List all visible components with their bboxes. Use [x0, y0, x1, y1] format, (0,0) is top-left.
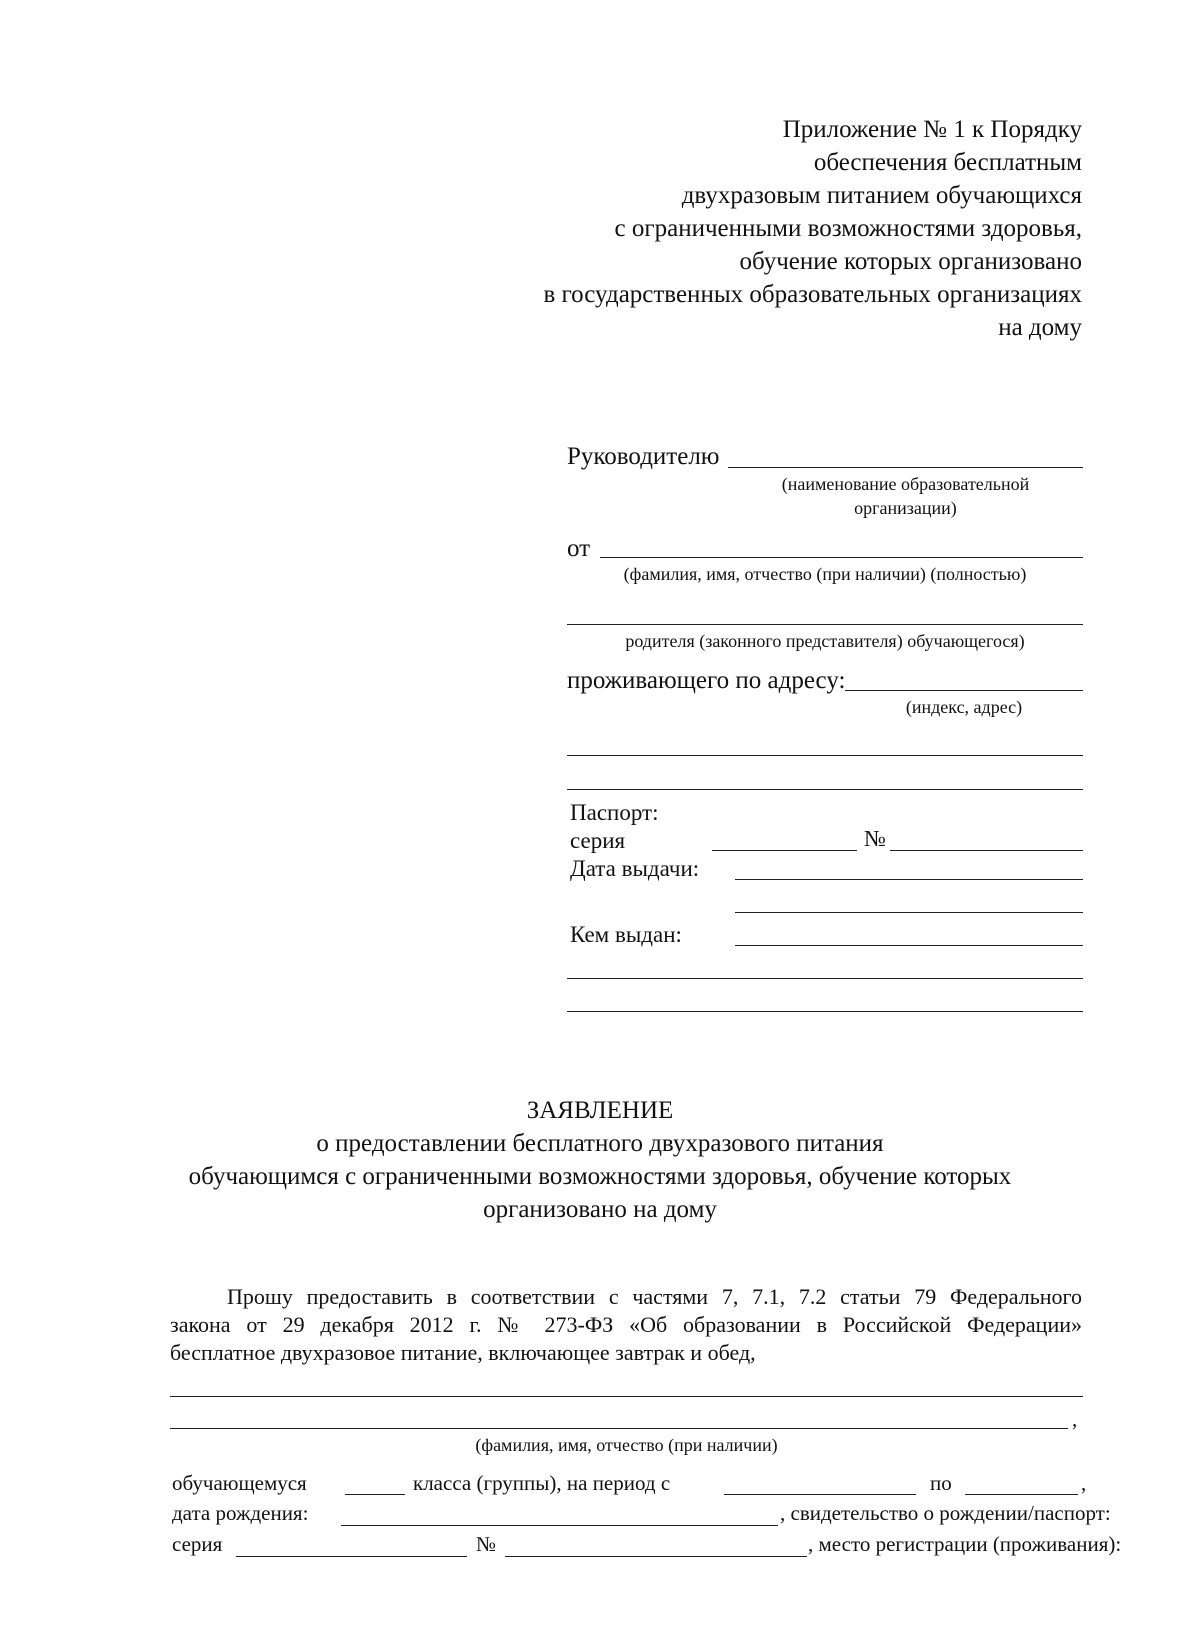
certificate-series-label: серия [172, 1532, 223, 1556]
period-to-label: по [930, 1471, 952, 1495]
class-field[interactable] [345, 1494, 405, 1495]
appendix-header-line: обучение которых организовано [739, 248, 1082, 275]
title-line: обучающимся с ограниченными возможностями здоровья, обучение которых [188, 1163, 1012, 1190]
title-heading: ЗАЯВЛЕНИЕ [526, 1097, 674, 1124]
passport-series-field[interactable] [712, 850, 857, 851]
document-title [0, 1094, 1200, 1226]
request-paragraph [170, 1283, 1082, 1367]
period-comma: , [1081, 1471, 1087, 1495]
paragraph-line: Прошу предоставить в соответствии с частями 7, 7.1, 7.2 статьи 79 Федерального [227, 1284, 1082, 1309]
appendix-header [543, 113, 1082, 344]
birth-date-field[interactable] [341, 1525, 778, 1526]
address-caption: (индекс, адрес) [905, 697, 1023, 717]
organization-caption-1: (наименование образовательной [781, 474, 1030, 494]
appendix-header-line: Приложение № 1 к Порядку [782, 116, 1082, 143]
organization-name-field[interactable] [728, 467, 1083, 468]
from-label: от [567, 535, 591, 562]
period-end-field[interactable] [965, 1494, 1078, 1495]
organization-caption-2: организации) [854, 498, 957, 518]
title-line: о предоставлении бесплатного двухразового питания [316, 1130, 884, 1157]
class-label: класса (группы), на период с [413, 1471, 671, 1495]
certificate-number-label: № [476, 1532, 497, 1556]
address-field-2[interactable] [567, 755, 1083, 756]
issue-date-field-2[interactable] [735, 912, 1083, 913]
appendix-header-line: на дому [998, 314, 1082, 341]
birth-date-label: дата рождения: [172, 1501, 309, 1525]
address-field[interactable] [845, 690, 1083, 691]
issued-by-field-3[interactable] [567, 1011, 1083, 1012]
paragraph-line: бесплатное двухразовое питание, включающее завтрак и обед, [170, 1340, 756, 1365]
fio-comma: , [1072, 1407, 1078, 1431]
applicant-fio-field[interactable] [600, 557, 1083, 558]
registration-label: , место регистрации (проживания): [808, 1532, 1122, 1556]
appendix-header-line: в государственных образовательных организациях [543, 281, 1082, 308]
certificate-label: , свидетельство о рождении/паспорт: [780, 1501, 1111, 1525]
address-label: проживающего по адресу: [567, 667, 846, 694]
certificate-number-field[interactable] [505, 1556, 807, 1557]
address-field-3[interactable] [567, 789, 1083, 790]
paragraph-line: закона от 29 декабря 2012 г. № 273-ФЗ «Об образовании в Российской Федерации» [170, 1312, 1082, 1337]
certificate-series-field[interactable] [236, 1556, 467, 1557]
student-fio-caption: (фамилия, имя, отчество (при наличии) [475, 1435, 778, 1455]
issue-date-field[interactable] [735, 879, 1083, 880]
title-line: организовано на дому [483, 1196, 717, 1223]
applicant-fio-caption: (фамилия, имя, отчество (при наличии) (полностью) [623, 564, 1027, 584]
issued-by-label: Кем выдан: [570, 922, 682, 947]
head-label: Руководителю [567, 443, 720, 470]
passport-number-label: № [864, 826, 886, 851]
applicant-fio-field-2[interactable] [567, 624, 1083, 625]
issue-date-label: Дата выдачи: [570, 856, 700, 881]
student-fio-field-2[interactable] [170, 1428, 1068, 1429]
appendix-header-line: двухразовым питанием обучающихся [681, 182, 1082, 209]
student-label: обучающемуся [172, 1471, 307, 1495]
issued-by-field[interactable] [735, 945, 1083, 946]
student-fio-field[interactable] [170, 1396, 1083, 1397]
appendix-header-line: обеспечения бесплатным [813, 149, 1082, 176]
issued-by-field-2[interactable] [567, 978, 1083, 979]
passport-number-field[interactable] [890, 850, 1083, 851]
appendix-header-line: с ограниченными возможностями здоровья, [614, 215, 1082, 242]
passport-label: Паспорт: [570, 800, 659, 825]
period-start-field[interactable] [724, 1494, 916, 1495]
parent-caption: родителя (законного представителя) обучающегося) [625, 631, 1025, 651]
passport-series-label: серия [570, 828, 626, 853]
